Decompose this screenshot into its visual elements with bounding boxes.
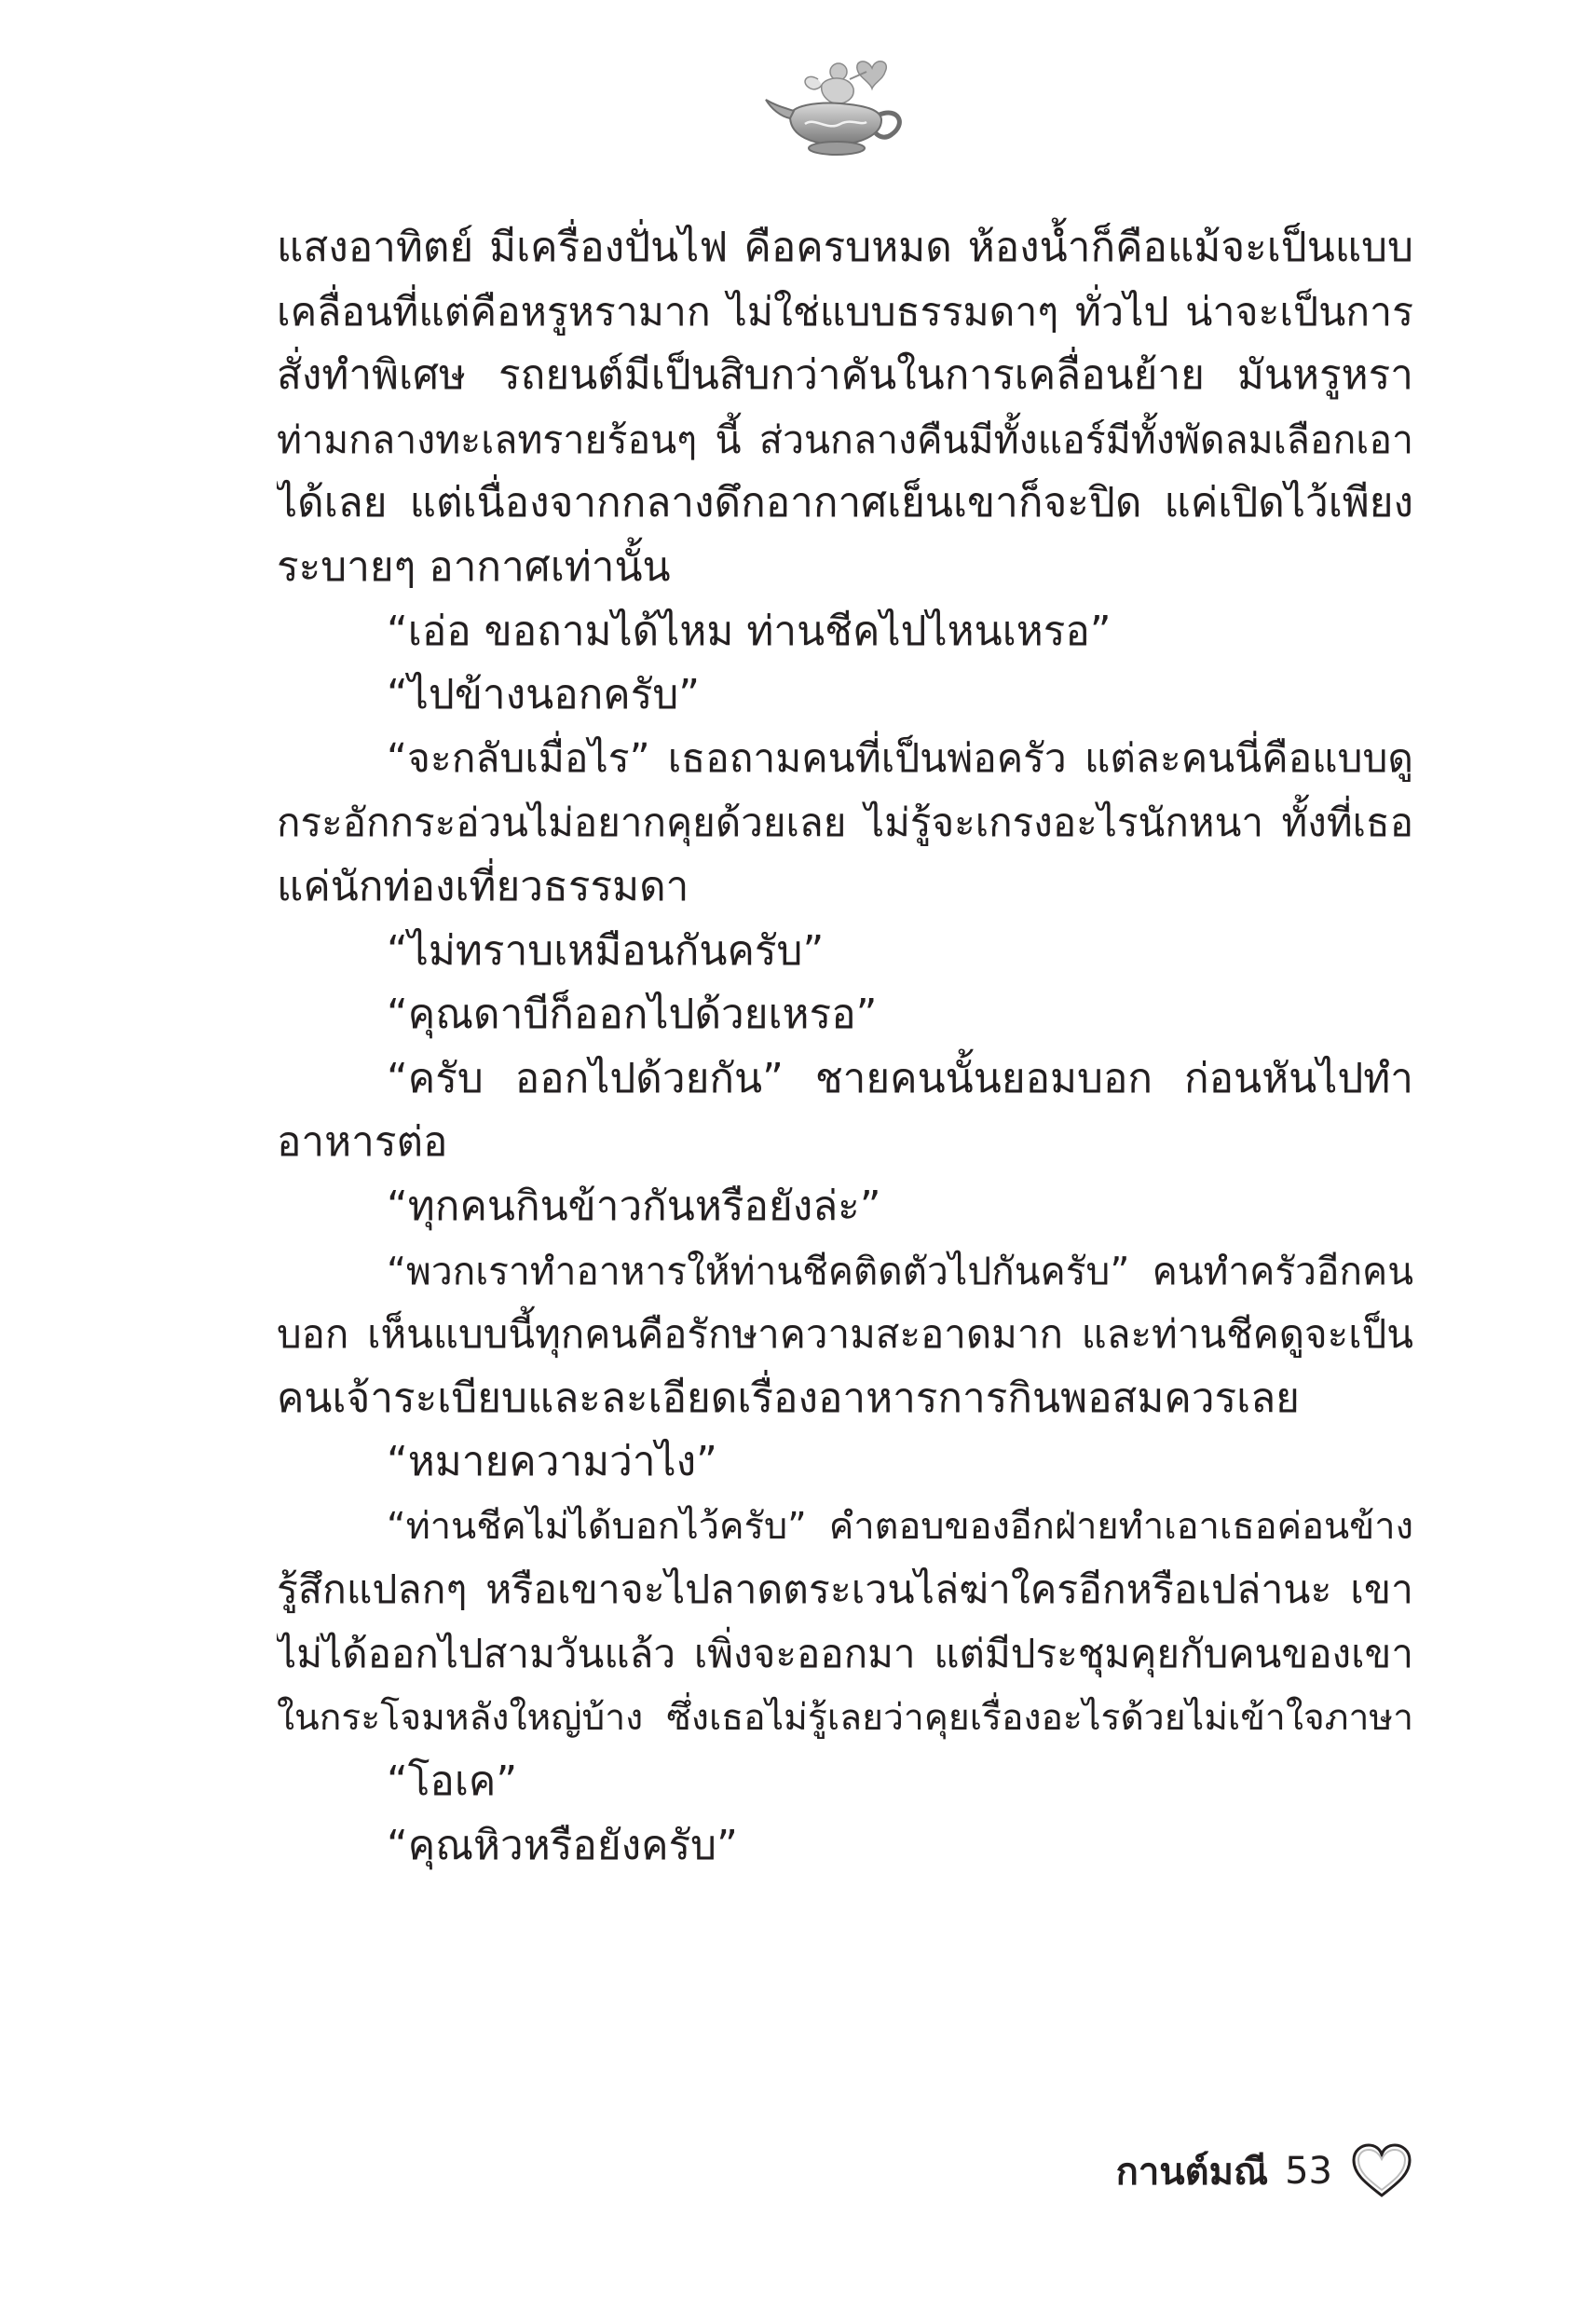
text-line: “ครับ ออกไปด้วยกัน” ชายคนนั้นยอมบอก ก่อนหันไปทำ [387,1054,1413,1102]
text-line: กระอักกระอ่วนไม่อยากคุยด้วยเลย ไม่รู้จะเกรงอะไรนักหนา ทั้งที่เธอ [277,800,1413,846]
text-line: รู้สึกแปลกๆ หรือเขาจะไปลาดตระเวนไล่ฆ่าใครอีกหรือเปล่านะ เขา [277,1566,1413,1614]
text-line: “พวกเราทำอาหารให้ท่านชีคติดตัวไปกันครับ” คนทำครัวอีกคน [387,1248,1413,1293]
text-line: ระบายๆ อากาศเท่านั้น [277,542,671,591]
text-line: “เอ่อ ขอถามได้ไหม ท่านชีคไปไหนเหรอ” [387,607,1112,655]
text-line: ในกระโจมหลังใหญ่บ้าง ซึ่งเธอไม่รู้เลยว่าคุยเรื่องอะไรด้วยไม่เข้าใจภาษา [277,1696,1413,1739]
heart-outline-icon [1349,2141,1414,2201]
text-line: ท่ามกลางทะเลทรายร้อนๆ นี้ ส่วนกลางคืนมีทั้งแอร์มีทั้งพัดลมเลือกเอา [277,417,1413,462]
text-line: คนเจ้าระเบียบและละเอียดเรื่องอาหารการกินพอสมควรเลย [277,1374,1300,1422]
text-line: “โอเค” [387,1757,518,1806]
text-line: “คุณดาบีก็ออกไปด้วยเหรอ” [387,991,878,1039]
text-line: แสงอาทิตย์ มีเครื่องปั่นไฟ คือครบหมด ห้องน้ำก็คือแม้จะเป็นแบบ [277,224,1413,271]
text-line: เคลื่อนที่แต่คือหรูหรามาก ไม่ใช่แบบธรรมดาๆ ทั่วไป น่าจะเป็นการ [277,288,1413,335]
text-line: อาหารต่อ [277,1118,448,1167]
text-line: บอก เห็นแบบนี้ทุกคนคือรักษาความสะอาดมาก และท่านชีคดูจะเป็น [277,1311,1413,1358]
text-line: แค่นักท่องเที่ยวธรรมดา [277,862,689,910]
text-line: “ไม่ทราบเหมือนกันครับ” [387,926,825,975]
body-text [277,216,1413,1878]
text-line: สั่งทำพิเศษ รถยนต์มีเป็นสิบกว่าคันในการเคลื่อนย้าย มันหรูหรา [277,351,1413,400]
text-line: “ไปข้างนอกครับ” [387,671,701,719]
text-line: ได้เลย แต่เนื่องจากกลางดึกอากาศเย็นเขาก็จะปิด แค่เปิดไว้เพียง [277,479,1413,527]
teapot-lamp-with-cupid-icon [762,51,911,163]
text-line: ไม่ได้ออกไปสามวันแล้ว เพิ่งจะออกมา แต่มีประชุมคุยกับคนของเขา [277,1631,1413,1677]
text-line: “หมายความว่าไง” [387,1438,717,1486]
text-line: “ทุกคนกินข้าวกันหรือยังล่ะ” [387,1182,881,1230]
page-number: 53 [1285,2150,1332,2193]
book-title: กานต์มณี [1115,2151,1269,2194]
text-line: “ท่านชีคไม่ได้บอกไว้ครับ” คำตอบของอีกฝ่ายทำเอาเธอค่อนข้าง [387,1504,1413,1548]
page-footer [1116,2134,1414,2208]
text-line: “คุณหิวหรือยังครับ” [387,1821,738,1869]
text-line: “จะกลับเมื่อไร” เธอถามคนที่เป็นพ่อครัว แต่ละคนนี่คือแบบดู [387,735,1413,782]
